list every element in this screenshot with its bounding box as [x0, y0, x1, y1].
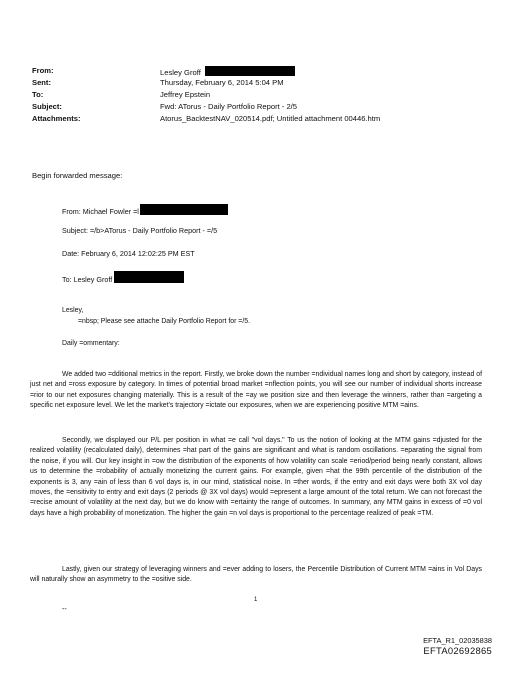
intro-line: =nbsp; Please see attache Daily Portfolio Report for =/5.	[78, 318, 250, 325]
paragraph-text: We added two =dditional metrics in the report. Firstly, we broke down the number =ndividual names long and short by category, instead of just net and =ross exposure by category. In times of potential broad market =nflection points, you will see our number of individual shorts increase =rior to our net exposures changing materially. This is a result of the =ay we position size and then leverage the winners, rather than =argeting a specific net exposure level. We let the market's trajectory =ictate our exposures, when we are experiencing positive MTM =ains.	[30, 371, 482, 410]
to-value: Jeffrey Epstein	[160, 90, 211, 99]
forwarded-to-text: To: Lesley Groff	[62, 275, 113, 284]
redaction-box	[114, 271, 184, 283]
redaction-box	[140, 204, 228, 215]
sent-label: Sent:	[32, 78, 51, 87]
forwarded-date-line: Date: February 6, 2014 12:02:25 PM EST	[62, 249, 195, 258]
paragraph	[30, 370, 482, 412]
attachments-value: Atorus_BacktestNAV_020514.pdf; Untitled attachment 00446.htm	[160, 114, 381, 123]
bates-number-large: EFTA02692865	[423, 645, 492, 656]
redaction-box	[205, 66, 295, 76]
from-value-text: Lesley Groff	[160, 68, 201, 77]
attachments-label: Attachments:	[32, 114, 81, 123]
signature-dashes: --	[62, 606, 67, 613]
subject-value: Fwd: ATorus - Daily Portfolio Report - 2/5	[160, 102, 298, 111]
paragraph-text: Secondly, we displayed our P/L per position in what =e call "vol days." To us the notion of looking at the MTM gains =djusted for the realized volatility (recalculated daily), determines =hat part of the gains are significant and what is random oscillations. =eparating the signal from the noise, if you will. Our key insight in =ow the distribution of the exponents of how volatility can scale =eriod/period being nearly constant, allows us to determine the =robability of actually monetizing the current gains. For example, given =hat the 99th percentile of the distribution of the exponents is 3, any =ain of less than 6 vol days is, in our mind, statistical noise. In =ther words, if the entry and exit days were both 3X vol day moves, the =ensitivity to entry and exit days (2 periods @ 3X vol days) would =epresent a large amount of the total return. We can not forecast the =recise amount of volatility at the next day, but we do know with =ertainty the range of outcomes. In summary, any MTM gains in excess of =0 vol days have a high probability of monetization. The higher the gain =n vol days is proportional to the percentage realized of peak =TM.	[30, 437, 482, 517]
page-number: 1	[254, 597, 258, 603]
from-label: From:	[32, 66, 54, 75]
paragraph	[30, 436, 482, 519]
begin-forwarded-message: Begin forwarded message:	[32, 171, 123, 180]
forwarded-subject-line: Subject: =/b>ATorus - Daily Portfolio Report - =/5	[62, 226, 218, 235]
from-value	[160, 66, 295, 78]
to-label: To:	[32, 90, 44, 99]
subject-label: Subject:	[32, 102, 62, 111]
forwarded-from-text: From: Michael Fowler =l	[62, 207, 139, 216]
sent-value: Thursday, February 6, 2014 5:04 PM	[160, 78, 284, 87]
greeting: Lesley,	[62, 307, 84, 314]
paragraph	[30, 565, 482, 586]
forwarded-from-line	[62, 204, 228, 216]
forwarded-to-line	[62, 271, 184, 284]
commentary-label: Daily =ommentary:	[62, 340, 120, 347]
paragraph-text: Lastly, given our strategy of leveraging winners and =ever adding to losers, the Percentile Distribution of Current MTM =ains in Vol Days will naturally show an asymmetry to the =ositive side.	[30, 566, 482, 584]
bates-number-small: EFTA_R1_02035838	[423, 636, 492, 645]
